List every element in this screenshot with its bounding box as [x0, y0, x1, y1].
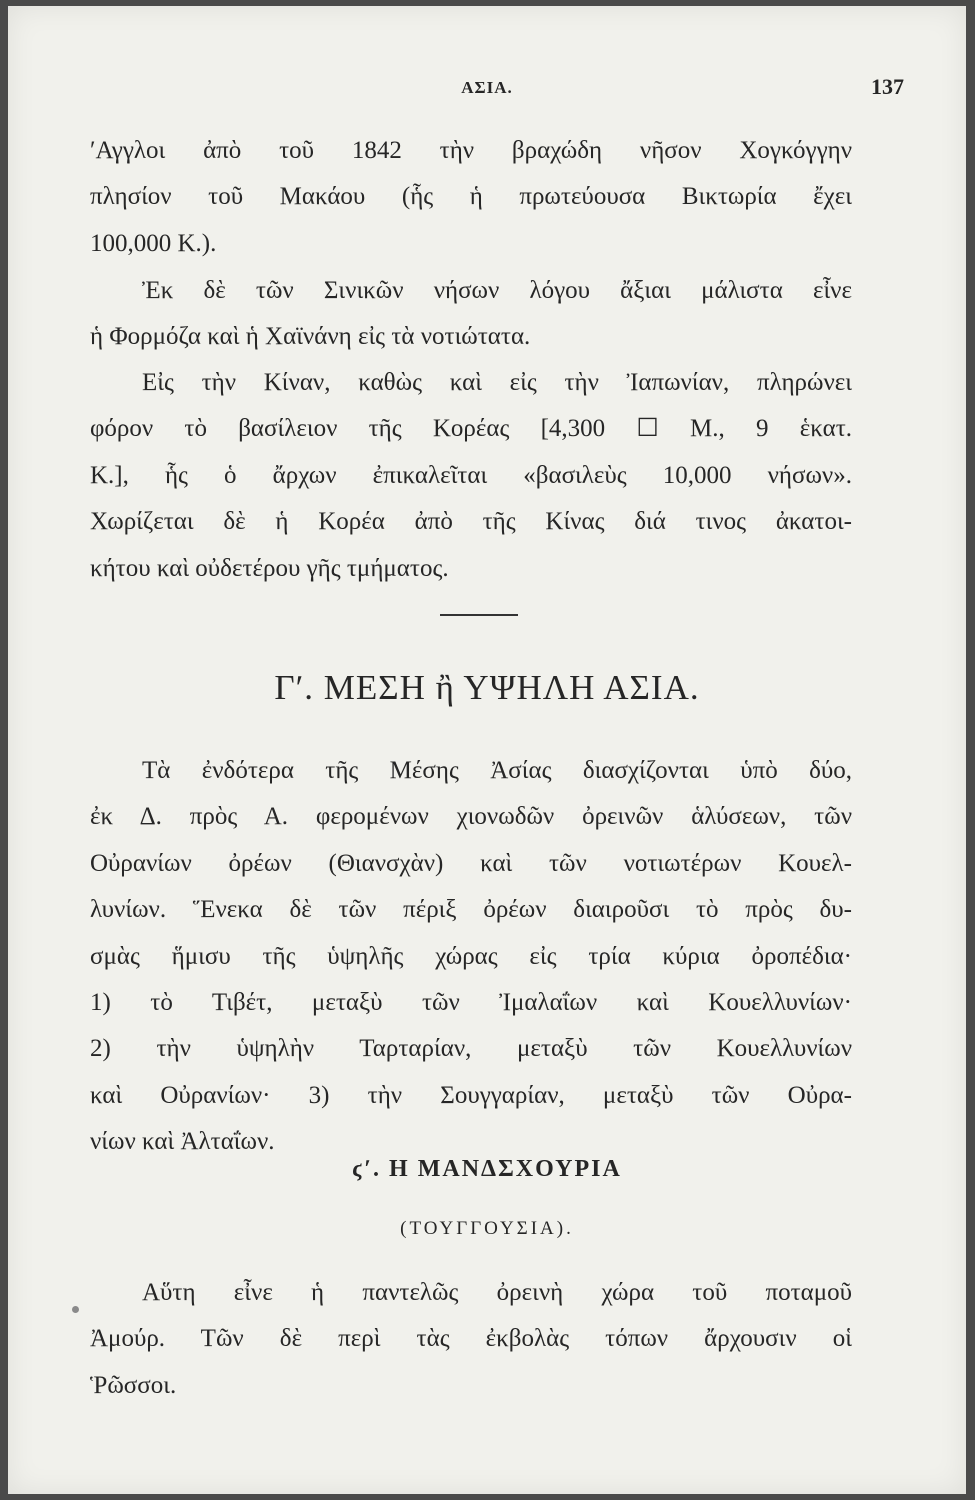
text-line: Αὕτη εἶνε ἡ παντελῶς ὀρεινὴ χώρα τοῦ ποταμοῦ — [142, 1279, 852, 1306]
text-line: 1) τὸ Τιβέτ, μεταξὺ τῶν Ἰμαλαΐων καὶ Κουελλυνίων· — [90, 988, 852, 1016]
paragraph-manchuria — [90, 1270, 852, 1409]
text-line: πλησίον τοῦ Μακάου (ἧς ἡ πρωτεύουσα Βικτωρία ἔχει — [90, 183, 852, 211]
text-line: λυνίων. Ἕνεκα δὲ τῶν πέριξ ὀρέων διαιροῦσι τὸ πρὸς δυ- — [90, 896, 852, 924]
text-line: ἐκ Δ. πρὸς Α. φερομένων χιονωδῶν ὀρεινῶν ἁλύσεων, τῶν — [90, 803, 852, 831]
text-line: Ἀμούρ. Τῶν δὲ περὶ τὰς ἐκβολὰς τόπων ἄρχουσιν οἱ — [90, 1325, 852, 1353]
book-page — [8, 6, 966, 1494]
paragraph-central-asia — [90, 748, 852, 1166]
section-divider — [440, 614, 518, 616]
page-number: 137 — [871, 74, 904, 99]
text-line: Κ.], ἧς ὁ ἄρχων ἐπικαλεῖται «βασιλεὺς 10,000 νήσων». — [90, 461, 852, 489]
ink-speck — [72, 1306, 79, 1313]
paragraph-korea — [90, 360, 852, 592]
text-line: ἡ Φορμόζα καὶ ἡ Χαϊνάνη εἰς τὰ νοτιώτατα. — [90, 323, 531, 351]
text-line: Ἐκ δὲ τῶν Σινικῶν νήσων λόγου ἄξιαι μάλιστα εἶνε — [142, 277, 852, 304]
text-line: φόρον τὸ βασίλειον τῆς Κορέας [4,300 ☐ Μ., 9 ἑκατ. — [90, 415, 852, 443]
text-line: Τὰ ἐνδότερα τῆς Μέσης Ἀσίας διασχίζονται ὑπὸ δύο, — [142, 757, 852, 784]
paragraph-hongkong — [90, 128, 852, 267]
text-line: κήτου καὶ οὐδετέρου γῆς τμήματος. — [90, 554, 449, 582]
subsection-alt-name: (ΤΟΥΓΓΟΥΣΙΑ). — [400, 1218, 574, 1239]
text-line: ʹΑγγλοι ἀπὸ τοῦ 1842 τὴν βραχώδη νῆσον Χογκόγγην — [90, 137, 852, 164]
text-line: σμὰς ἥμισυ τῆς ὑψηλῆς χώρας εἰς τρία κύρια ὀροπέδια· — [90, 942, 852, 970]
text-line: 2) τὴν ὑψηλὴν Ταρταρίαν, μεταξὺ τῶν Κουελλυνίων — [90, 1035, 852, 1063]
paragraph-islands — [90, 268, 852, 361]
text-line: νίων καὶ Ἀλταΐων. — [90, 1128, 275, 1156]
text-line: Χωρίζεται δὲ ἡ Κορέα ἀπὸ τῆς Κίνας διά τινος ἀκατοι- — [90, 508, 852, 536]
text-line: καὶ Οὐρανίων· 3) τὴν Σουγγαρίαν, μεταξὺ τῶν Οὐρα- — [90, 1081, 852, 1109]
text-line: 100,000 Κ.). — [90, 229, 217, 257]
text-line: Ῥῶσσοι. — [90, 1371, 177, 1399]
running-head: ΑΣΙΑ. — [461, 78, 513, 97]
text-line: Οὐρανίων ὀρέων (Θιανσχὰν) καὶ τῶν νοτιωτέρων Κουελ- — [90, 849, 852, 877]
subsection-title: ϛʹ. Η ΜΑΝΔΣΧΟΥΡΙΑ — [352, 1156, 622, 1182]
page-header — [8, 74, 966, 108]
section-title: Γʹ. ΜΕΣΗ ἢ ΥΨΗΛΗ ΑΣΙΑ. — [274, 668, 700, 707]
text-line: Εἰς τὴν Κίναν, καθὼς καὶ εἰς τὴν Ἰαπωνίαν, πληρώνει — [142, 369, 852, 396]
